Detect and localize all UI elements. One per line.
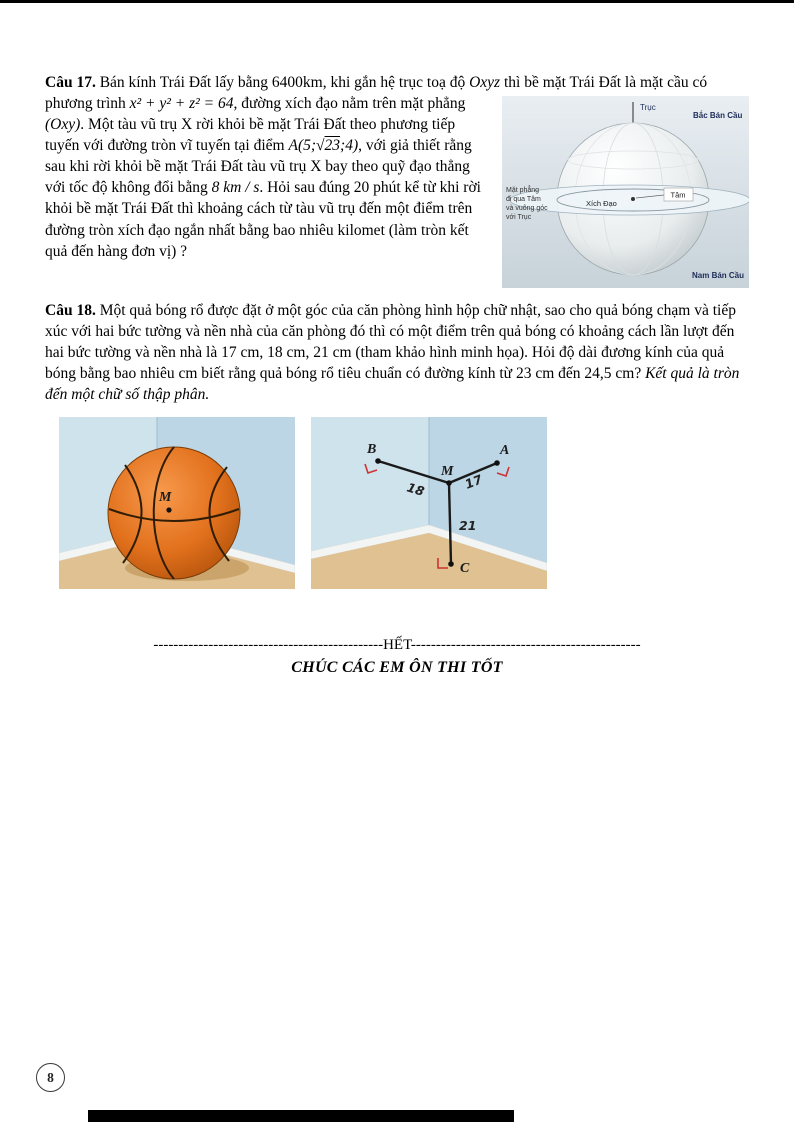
q17-equation: x² + y² + z² = 64 [129,95,234,113]
point-a-dot [494,460,500,466]
plane-label-line1: Mặt phẳng [506,187,540,195]
point-m-dot [446,480,452,486]
q17-text-4: , đường xích đạo nằm trên mặt phẳng [233,95,466,113]
q17-text-1: Bán kính Trái Đất lấy bằng 6400km, khi gắn hệ trục toạ độ [95,74,470,91]
ball-point-m-label: M [159,490,172,506]
plane-label-line3: và vuông góc [506,205,548,213]
q17-math-oxyz: Oxyz [469,74,501,91]
page-content [45,72,749,679]
q17-point-a: A(5;√23;4) [288,137,359,155]
basketball-figure [59,417,295,589]
point-b-dot [375,458,381,464]
corner-diagram-figure [311,417,547,589]
north-hemisphere-label: Bắc Bán Cầu [693,111,743,121]
distance-mc-label: 21 [459,518,477,534]
bottom-border-bar [88,1110,514,1122]
point-c-dot [448,561,454,567]
q17-text-7: . Hỏi sau đúng 20 phút kể từ khi rời khỏi bề mặt Trái Đất thì khoảng cách từ tàu vũ trụ đến một điểm trên đường tròn xích đạo ngắn nhất bằng bao nhiêu kilomet (làm tròn kết quả đến hàng đơn vị) ? [45,179,481,260]
question-18-label: Câu 18. [45,301,96,319]
earth-sphere-illustration [502,96,749,288]
q18-text-1: Một quả bóng rổ được đặt ở một góc của căn phòng hình hộp chữ nhật, sao cho quả bóng chạm và tiếp xúc với hai bức tường và nền nhà của căn phòng đó thì có một điểm trên quả bóng có khoảng cách lần lượt đến hai bức tường và nền nhà là 17 cm, 18 cm, 21 cm (tham khảo hình minh họa). Hỏi độ dài đương kính của quả bóng bằng bao nhiêu cm biết rằng quả bóng rổ tiêu chuẩn có đường kính từ 23 cm đến 24,5 cm? [45,301,736,382]
earth-sphere-figure [502,96,749,288]
q17-text-6: , với giả thiết rằng sau khi rời khỏi bề mặt Trái Đất tàu vũ trụ X bay theo quỹ đạo thẳng với tốc độ không đổi bằng [45,137,472,197]
center-label: Tâm [670,190,686,200]
point-b-label: B [367,442,377,458]
plane-label-line2: đi qua Tâm [506,196,541,204]
q17-speed: 8 km / s [211,179,260,197]
point-c-label: C [460,561,470,577]
question-18 [45,300,749,405]
question-17-body [45,93,749,281]
center-point [631,197,635,201]
ball-point-m-dot [166,507,171,512]
point-a-label: A [500,443,510,459]
distance-ma-label: 17 [462,471,485,492]
axis-label: Trục [640,103,656,113]
q17-math-oxy: (Oxy) [45,116,81,134]
basketball [108,447,240,579]
question-17-intro [45,72,749,93]
q17-text-2: thì bề mặt Trái Đất là mặt cầu có [500,74,708,91]
end-divider: ----------------------------------------------HẾT---------------------------------------------- [153,637,641,654]
q17-text-3: phương trình [45,95,130,113]
equator-label: Xích Đạo [586,199,617,209]
question-18-figures [59,417,749,589]
good-luck-message: CHÚC CÁC EM ÔN THI TỐT [291,659,503,677]
plane-label-line4: với Trục [506,214,532,222]
distance-bm-label: 18 [405,479,427,500]
q18-note-italic: Kết quả là tròn đến một chữ số thập phân. [45,364,740,404]
point-m-label: M [441,464,454,480]
q17-text-5: . Một tàu vũ trụ X rời khỏi bề mặt Trái Đất theo phương tiếp tuyến với đường tròn vĩ tuyến tại điểm [45,116,456,155]
south-hemisphere-label: Nam Bán Cầu [692,271,745,281]
top-border-bar [0,0,794,3]
page-number-badge: 8 [36,1063,65,1092]
question-17-label: Câu 17. [45,74,96,91]
